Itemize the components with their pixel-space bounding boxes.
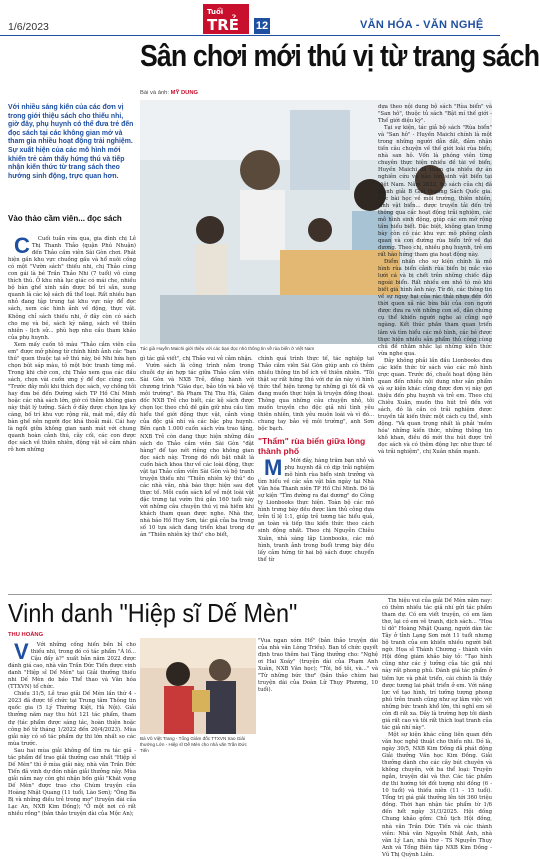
- paragraph: Điểm nhấn cho sự kiện chính là mô hình rùa biển cảnh rùa biển bị mắc vào lưới cá và bị chết trên những chiếc đập ngoài biển. Rất nhiều em nhỏ tò mò khi biết giá hình ảnh này. Từ đó, các thông tin về sự nguy hại của rác thải nhựa đến đời thời quen xả rác bừa bãi của con người được đưa ra với những con số, dẫn chứng cụ thể khiến người nghe ai cũng ngỡ ngàng. Kết thúc phần tham quan triển lãm và tìm hiểu các mô hình, các bé được thực hiện nhiều sản phẩm thủ công cùng chủ đề nhằm nhắc lại những kiến thức vừa nghe qua.: [378, 259, 492, 357]
- svg-text:Tuổi: Tuổi: [207, 8, 224, 16]
- article1-col1: [8, 233, 136, 584]
- paragraph: M Mới đây, hàng trăm bạn nhỏ và phụ huynh đã có dịp trải nghiệm mô hình rùa biển sinh trưởng và tìm hiểu về các sản vật bản ngày tại Nhà Văn hóa Thanh niên TP Hồ Chí Minh. Đó là sự kiện "Tìm đường ra đại dương" do Công ty Lionbooks thực hiện. Toàn bộ các mô hình trưng bày đều được làm thủ công dựa trên tỉ lệ 1:1, giúp trẻ tương tác hiểu quả, an toàn và tiếp thu kiến thức theo cách sinh động nhất. Theo chị Nguyễn Chiêu Xuân, nhà sáng lập Lionbooks, các mô hình, tranh ảnh trong buổi trưng bày đều lấy cảm hứng từ hai bộ sách được chuyển thể từ: [258, 455, 374, 563]
- article1-lead: Với nhiều sáng kiến của các đơn vị trong giới thiệu sách cho thiếu nhi, giờ đây, phụ huynh có thể đưa trẻ đến đọc sách tại các không gian mở và tham gia nhiều hoạt động trải nghiệm. Sự xuất hiện của các mô hình mới khiến trẻ cảm thấy hứng thú và tiếp nhận kiến thức từ trang sách theo hướng sinh động, trực quan hơn.: [8, 104, 134, 180]
- paragraph: "Vua ngan xóm Hổ" (bản thảo truyện dài của nhà văn Lòng Triều). Ban tổ chức quyết định trao thêm hai Tặng thưởng cho: "Nghệ ơi Hai Xoáy" (truyện dài của Phạm Anh Xuân, NXB Văn học); "Tôi, bố tôi, và..." và "Từ những bức thư" (bản thảo chùm hai truyện dài của Đoàn Lữ Thụy Phương, 10 tuổi).: [258, 638, 378, 694]
- masthead-logo-icon: [203, 4, 249, 34]
- section-name: VĂN HÓA - VĂN NGHỆ: [360, 19, 484, 31]
- paragraph: Xem mấy cuốn tô màu "Thảo cầm viên của em" được mở phòng từ chính hình ảnh các "bạn thú" quen thuộc tại sở thú này, bé Nhi hứa hẹn chọn bút sáp màu, tô một bức tranh từng mẻ. Trong khi chờ con, chị Thảo xem qua các đầu sách, chọn vài cuốn ưng ý để đọc cùng con. "Trước đây mỗi khi thích đọc sách, vợ chồng tôi hay đưa bé đến Đường sách TP Hồ Chí Minh hoặc các nhà sách lớn, giờ có thêm không gian này thật lý tưởng. Sách ở đây được chọn lựa kỹ càng, bố trí khu vực rộng rãi, mát mẻ, đầy đủ bàn ghế nên người đọc khá thoải mái. Cái hay là ngồi giữa không gian xanh mát với chung quanh hoàn cảnh thú, cây cối, các con được đọc sách về thiên nhiên, động vật sẽ cảm nhận rõ hơn những: [8, 341, 136, 454]
- article-divider: [8, 594, 492, 595]
- paragraph: C Cuối tuần vừa qua, gia đình chị Lê Thị Thanh Thảo (quận Phú Nhuận) đến Thảo cầm viên Sài Gòn chơi. Phát hiện gần khu vực chuồng gấu và hổ nuôi cồng có một "Vườn sách" thiếu nhi, chị Thảo cùng con gái là bé Trần Thảo Nhi (7 tuổi) vô cùng thích thú. Ở khu nhà lục giác có mái che, nhiều bộ bàn ghế xinh xắn được bố trí sẵn, xung quanh là các kệ sách đủ thể loại. Rất nhiều bạn nhỏ đang tập trung tại khu vực này để đọc sách, xem các hình ảnh về động, thực vật. Không chỉ sách thiếu nhi, ở đây còn có sách cho mẹ và bé, sách kỹ năng, sách về thiên nhiên - lịch sử... phù hợp nhu cầu tham khảo của phụ huynh.: [8, 233, 136, 341]
- article2-byline: [8, 632, 43, 638]
- paragraph: Sau hai mùa giải không để tìm ra tác giả - tác phẩm để trao giải thưởng cao nhất "Hiệp sĩ Dế Mèn" thì ở mùa giải này, nhà văn Trần Đức Tiến đã vinh dự đón nhận giải thưởng này. Mùa giải năm nay còn ghi nhận bốn giải "Khát vọng Dế Mèn" được trao cho Chúm truyện của Hoàng Nhật Quang (11 tuổi, Lào Sơn); "Ông Ba Bị và những điều trẻ trong mơ" (truyện dài của Lạc An, NXB Kim Đồng); "Ở một nơi có rất nhiều rồng" (bản thảo truyện dài của Mộc An);: [8, 747, 136, 818]
- article2-col4: [382, 598, 492, 858]
- article1-photo-caption: Tác giả Huyền Maichi giới thiệu với các bạn đọc nhỏ thông tin về rùa biển ở Việt Nam: [140, 346, 315, 351]
- paragraph: Tại sự kiện, tác giả bộ sách "Rùa biển" và "San hô" - Huyền Maichi chính là một trong những người dẫn dắt, đảm nhận tiền câu chuyện về thế giới loài rùa biển, nhà san hô. Vốn là phóng viên từng chuyên thực hiện nhiều đề tài về biển, Huyền Maichi đã tham gia nhiều dự án nghiên cứu và bảo tồn sinh vật biển tại Việt Nam. Năm 2022, bộ sách của chị đã giành giải B Giải thưởng Sách Quốc gia. Các bài học về môi trường, thiên nhiên, sinh vật biển... được truyền tải đến trẻ thông qua các hoạt động trải nghiệm, các mô hình sinh động, giúp các em mở rộng tầm hiểu biết. Đặc biệt, không gian trưng bày còn có các khu vực mô phỏng cảnh quan và con đường rùa biển trở về đại dương. Theo chị, nhiều phụ huynh, trẻ em rất hào hứng tham gia hoạt động này.: [378, 125, 492, 258]
- dropcap: V: [14, 639, 29, 664]
- paragraph: Chiều 31/5, Lễ trao giải Dế Mèn lần thứ 4 - 2023 đã được tổ chức tại Trung tâm Thông tin quốc gia (5 Lý Thường Kiệt, Hà Nội). Giải thưởng năm nay thu hút 121 tác phẩm, tham dự (tác phẩm được sáng tác, hoàn thiện hoặc công bố từ tháng 1/2022 đến 20/4/2023). Mùa giải này có số tác phẩm dự thi lớn nhất so các mùa trước.: [8, 691, 136, 747]
- article1-col3b: [258, 455, 374, 584]
- article2-photo-caption: Bà Vũ Việt Trang - Tổng Giám đốc TTXVN trao Giải thưởng Lớn - Hiệp sĩ Dế Mèn cho nhà văn Trần Đức Tiến: [140, 736, 247, 753]
- paragraph: Tin hiệu vui của giải Dế Mèn năm nay: có thêm nhiều tác giả nhí gửi tác phẩm tham dự. Có em viết truyện, có em làm thơ, lại có em vẽ tranh, dịch sách... "Hoa tí dô" Hoàng Nhật Quang, người dàn tác Tây ở tỉnh Lạng Sơn mới 11 tuổi nhưng bộ tranh của em khiến nhiều người bất ngờ. Họa sĩ Thành Chương - thành viên Hội đồng giám khảo bày tỏ: "Tạo hình cũng như các ý tưởng của tác giả nhí này rất phong phú. Đánh giá tác phẩm ở tiềm lực và phát triển, cái chính là thấy được tương lai phát triển ở em. Với năng lực về tạo hình, trí tưởng tượng phong phú trên tranh cũng như sự lâm việc với những bức tranh khổ lớn, thì nghĩ em sẽ còn đi rất xa. Đây là trường hợp tôi dành giá rất cao và tôi rất thích loạt tranh của tác giả nhí này".: [382, 598, 492, 731]
- article1-col4: [378, 104, 492, 584]
- article2-col1: [8, 639, 136, 818]
- article2-col3: [258, 638, 378, 772]
- paragraph: chính quá trình thực tế, tác nghiệp tại Thảo cầm viên Sài Gòn giúp anh có thêm nhiều thông tin bổ ích về thiên nhiên. "Tôi thật sự rất hứng thú với dự án này vì hình thức thể hiện tương tự những gì tôi đã và đang muốn thực hiện là truyện đồng thoại. Thông qua những câu chuyện nhỏ, tôi muốn truyền cho độc giả nhí tình yêu thiên nhiên, tinh yêu muôn loài và vì đó... chung tay bảo vệ môi trường", anh Sơn bộc bạch.: [258, 356, 374, 433]
- issue-date: 1/6/2023: [8, 21, 49, 33]
- article1-col3a: [258, 356, 374, 433]
- paragraph: V Với những cống hiến bền bỉ cho thiếu nhi, trong đó có tác phẩm "Á lố... Cậu đấy à?" xuất bản năm 2022 được đánh giá cao, nhà văn Trần Đức Tiến được vinh danh "Hiệp sĩ Dế Mèn" tại Giải thưởng thiếu nhi Dế Mèn do báo Thể thao và Văn hóa (TTXVN) tổ chức.: [8, 639, 136, 691]
- article1-col2: [140, 356, 254, 584]
- paragraph: Đây không phải lần đầu Lionbooks đưa các kiến thức từ sách vào các mô hình trực quan. Trước đó, chuỗi hoạt động liên quan đến nhiều nội dung như sản phẩm và sự kiện khác cũng được đơn vị này gợi thiệu đến phụ huynh và trẻ em. Theo chị Chiêu Xuân, muốn thu hút trẻ đến với sách, đó là cần có trải nghiệm được truyền tải kiến thức một cách cụ thể, sinh động. "Và quan trọng nhất là phải 'mềm hóa' những kiến thức, những thông tin khô khan, điều đó mới thu hút được trẻ đọc sách và có thêm động lực như thực tế và trải nghiệm", chị Xuân nhấn mạnh.: [378, 357, 492, 456]
- paragraph: dựa theo nội dung bộ sách "Rùa biển" và "San hô", thuộc tủ sách "Bật mí thế giới - Thế giới diệu kỳ".: [378, 104, 492, 125]
- dropcap: M: [264, 455, 283, 480]
- award-ceremony-photo-icon: [140, 638, 256, 734]
- paragraph: gì tác giả viết", chị Thảo vui vẻ cảm nhận.: [140, 356, 253, 362]
- article1-title: Sân chơi mới thú vị từ trang sách: [140, 38, 539, 73]
- paragraph: Vườn sách là công trình nằm trong chuỗi dự án hợp tác giữa Thảo cầm viên Sài Gòn và NXB Trẻ, đồng hành với chương trình "Giáo dục, bảo tồn và bảo vệ môi trường". Bà Phạm Thị Thu Hà, Giám đốc NXB Trẻ cho biết, các kệ sách được chọn lọc theo chủ đề gắn giữ nhu cầu tìm hiểu thế giới động thực vật, cảnh vùng của độc giả nhí và các bậc phụ huynh. Bên cạnh 1.000 cuốn sách vừa trao tặng, NXB Trẻ còn dang thực hiện những đầu sách do Thảo cầm viên Sài Gòn "đặt hàng" để tạo nét riêng cho không gian đọc sách này. Trong đó nổi bật nhất là cuốn bách khoa thư về các loài động, thực vật tại Thảo cầm viên Sài Gòn và bộ tranh truyện thiếu nhi "Thiên nhiên kỳ thú" do các nhà văn, nhà báo thực hiện sau đợt thực tế. Mỗi cuốn sách kể về một loài vật đặc trưng tại vườn thú gắn 160 tuổi này với những câu chuyện thú vị mà hiếm khi khách tham quan được nghe. Nhà thơ, nhà báo Hồ Huy Sơn, tác giả của ba trong số 10 tựa sách đang triển khai trong dự án "Thiên nhiên kỳ thú" cho biết,: [140, 363, 254, 539]
- dropcap: C: [14, 233, 30, 258]
- article1-byline: [140, 90, 198, 96]
- byline-author: THU HOÀNG: [8, 632, 44, 638]
- article2-title: Vinh danh "Hiệp sĩ Dế Mèn": [8, 598, 298, 628]
- byline-author: MỸ DUNG: [170, 90, 199, 96]
- masthead-logo: [203, 4, 249, 34]
- svg-text:TRẺ: TRẺ: [207, 16, 240, 34]
- article2-photo: [140, 638, 256, 734]
- byline-prefix: Bài và ảnh:: [140, 90, 170, 96]
- article1-subhead2: "Thẩm" rùa biển giữa lòng thành phố: [258, 436, 366, 456]
- article1-subhead1: Vào thảo cầm viên... đọc sách: [8, 214, 122, 223]
- header-rule: [0, 35, 500, 36]
- page-number: 12: [255, 20, 269, 32]
- paragraph: Một sự kiện khác cũng liên quan đến văn học nghệ thuật cho thiếu nhi. Đó là, ngày 30/5, NXB Kim Đồng đã phát động Giải thưởng Văn học Kim Đồng. Giải thưởng dành cho các cây bút chuyên và không chuyên, với ba thể loại: Truyện ngắn, truyện dài và thơ. Các tác phẩm dự thi hướng tới đối tượng nhi đồng (6 - 10 tuổi) và thiếu niên (11 - 15 tuổi). Tổng trị giá giải thưởng lên tới 360 triệu đồng. Thời hạn nhận tác phẩm từ 1/6 đến hết ngày 31/3/2025. Hội đồng Chung khảo gồm: Chủ tịch Hội đồng, nhà văn Trần Đức Tiến và các thành viên: Nhà văn Nguyễn Nhật Ánh, nhà văn Lý Lan, nhà thơ - TS Nguyễn Thụy Anh và Tổng Biên tập NXB Kim Đồng - Vũ Thị Quỳnh Liên.: [382, 731, 492, 858]
